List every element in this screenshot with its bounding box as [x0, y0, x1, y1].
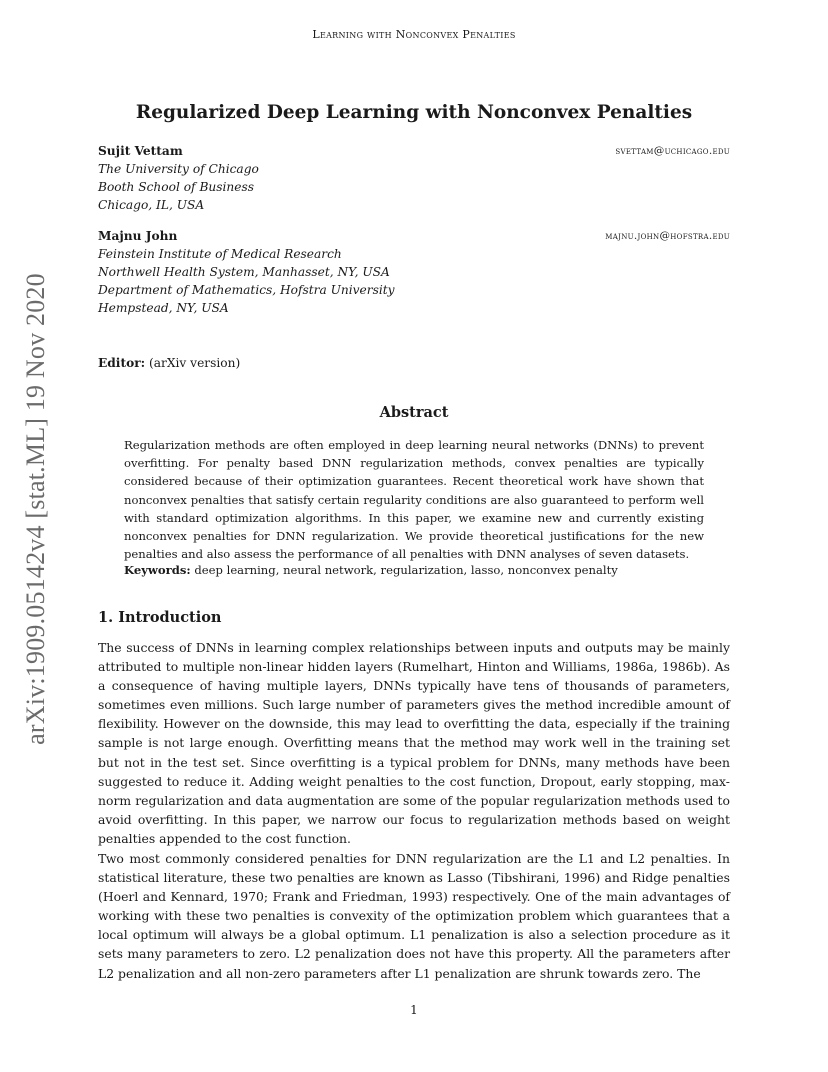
- abstract-heading: Abstract: [379, 404, 449, 421]
- author-affiliation: Feinstein Institute of Medical Research: [98, 247, 342, 261]
- body-paragraph: The success of DNNs in learning complex relationships between inputs and outputs may be mainly attributed to multiple non-linear hidden layers (Rumelhart, Hinton and Williams, 1986a, 1986b). As a consequence of having multiple layers, DNNs typically have tens of thousands of parameters, sometimes even millions. Such large number of parameters gives the method incredible amount of flexibility. However on the downside, this may lead to overfitting the data, especially if the training sample is not large enough. Overfitting means that the method may work well in the training set but not in the test set. Since overfitting is a typical problem for DNNs, many methods have been suggested to reduce it. Adding weight penalties to the cost function, Dropout, early stopping, max-norm regularization and data augmentation are some of the popular regularization methods used to avoid overfitting. In this paper, we narrow our focus to regularization methods based on weight penalties appended to the cost function.: [98, 640, 730, 846]
- arxiv-side-stamp: [12, 272, 60, 746]
- author-block-2: [98, 227, 730, 317]
- author-affiliation: Booth School of Business: [98, 180, 254, 194]
- section-number: 1.: [98, 609, 114, 626]
- author-email[interactable]: svettam@uchicago.edu: [615, 145, 730, 157]
- editor-value: (arXiv version): [149, 356, 241, 370]
- author-affiliation: Northwell Health System, Manhasset, NY, USA: [98, 265, 390, 279]
- author-name: Sujit Vettam: [98, 144, 183, 158]
- editor-label: Editor:: [98, 356, 146, 370]
- author-name: Majnu John: [98, 229, 178, 243]
- arxiv-identifier: arXiv:1909.05142v4 [stat.ML] 19 Nov 2020: [21, 273, 50, 745]
- author-affiliation: The University of Chicago: [98, 162, 259, 176]
- keywords-line: [124, 561, 724, 579]
- author-affiliation: Hempstead, NY, USA: [98, 301, 229, 315]
- author-affiliation: Chicago, IL, USA: [98, 198, 205, 212]
- abstract-text: Regularization methods are often employed in deep learning neural networks (DNNs) to prevent overfitting. For penalty based DNN regularization methods, convex penalties are typically considered because of their optimization guarantees. Recent theoretical work have shown that nonconvex penalties that satisfy certain regularity conditions are also guaranteed to perform well with standard optimization algorithms. In this paper, we examine new and currently existing nonconvex penalties for DNN regularization. We provide theoretical justifications for the new penalties and also assess the performance of all penalties with DNN analyses of seven datasets.: [124, 438, 704, 562]
- keywords-label: Keywords:: [124, 563, 191, 577]
- author-email[interactable]: majnu.john@hofstra.edu: [605, 230, 730, 242]
- section-heading: [98, 609, 221, 626]
- page-number: 1: [410, 1003, 418, 1017]
- keywords-value: deep learning, neural network, regularization, lasso, nonconvex penalty: [194, 563, 618, 577]
- editor-line: [98, 356, 240, 370]
- author-affiliation: Department of Mathematics, Hofstra University: [98, 283, 395, 297]
- section-title: Introduction: [118, 609, 222, 626]
- author-block-1: [98, 142, 730, 214]
- running-head: Learning with Nonconvex Penalties: [312, 28, 516, 41]
- paper-title: Regularized Deep Learning with Nonconvex Penalties: [135, 102, 693, 123]
- body-paragraph: Two most commonly considered penalties for DNN regularization are the L1 and L2 penalties. In statistical literature, these two penalties are known as Lasso (Tibshirani, 1996) and Ridge penalties (Hoerl and Kennard, 1970; Frank and Friedman, 1993) respectively. One of the main advantages of working with these two penalties is convexity of the optimization problem which guarantees that a local optimum will always be a global optimum. L1 penalization is also a selection procedure as it sets many parameters to zero. L2 penalization does not have this property. All the parameters after L2 penalization and all non-zero parameters after L1 penalization are shrunk towards zero. The: [98, 851, 730, 981]
